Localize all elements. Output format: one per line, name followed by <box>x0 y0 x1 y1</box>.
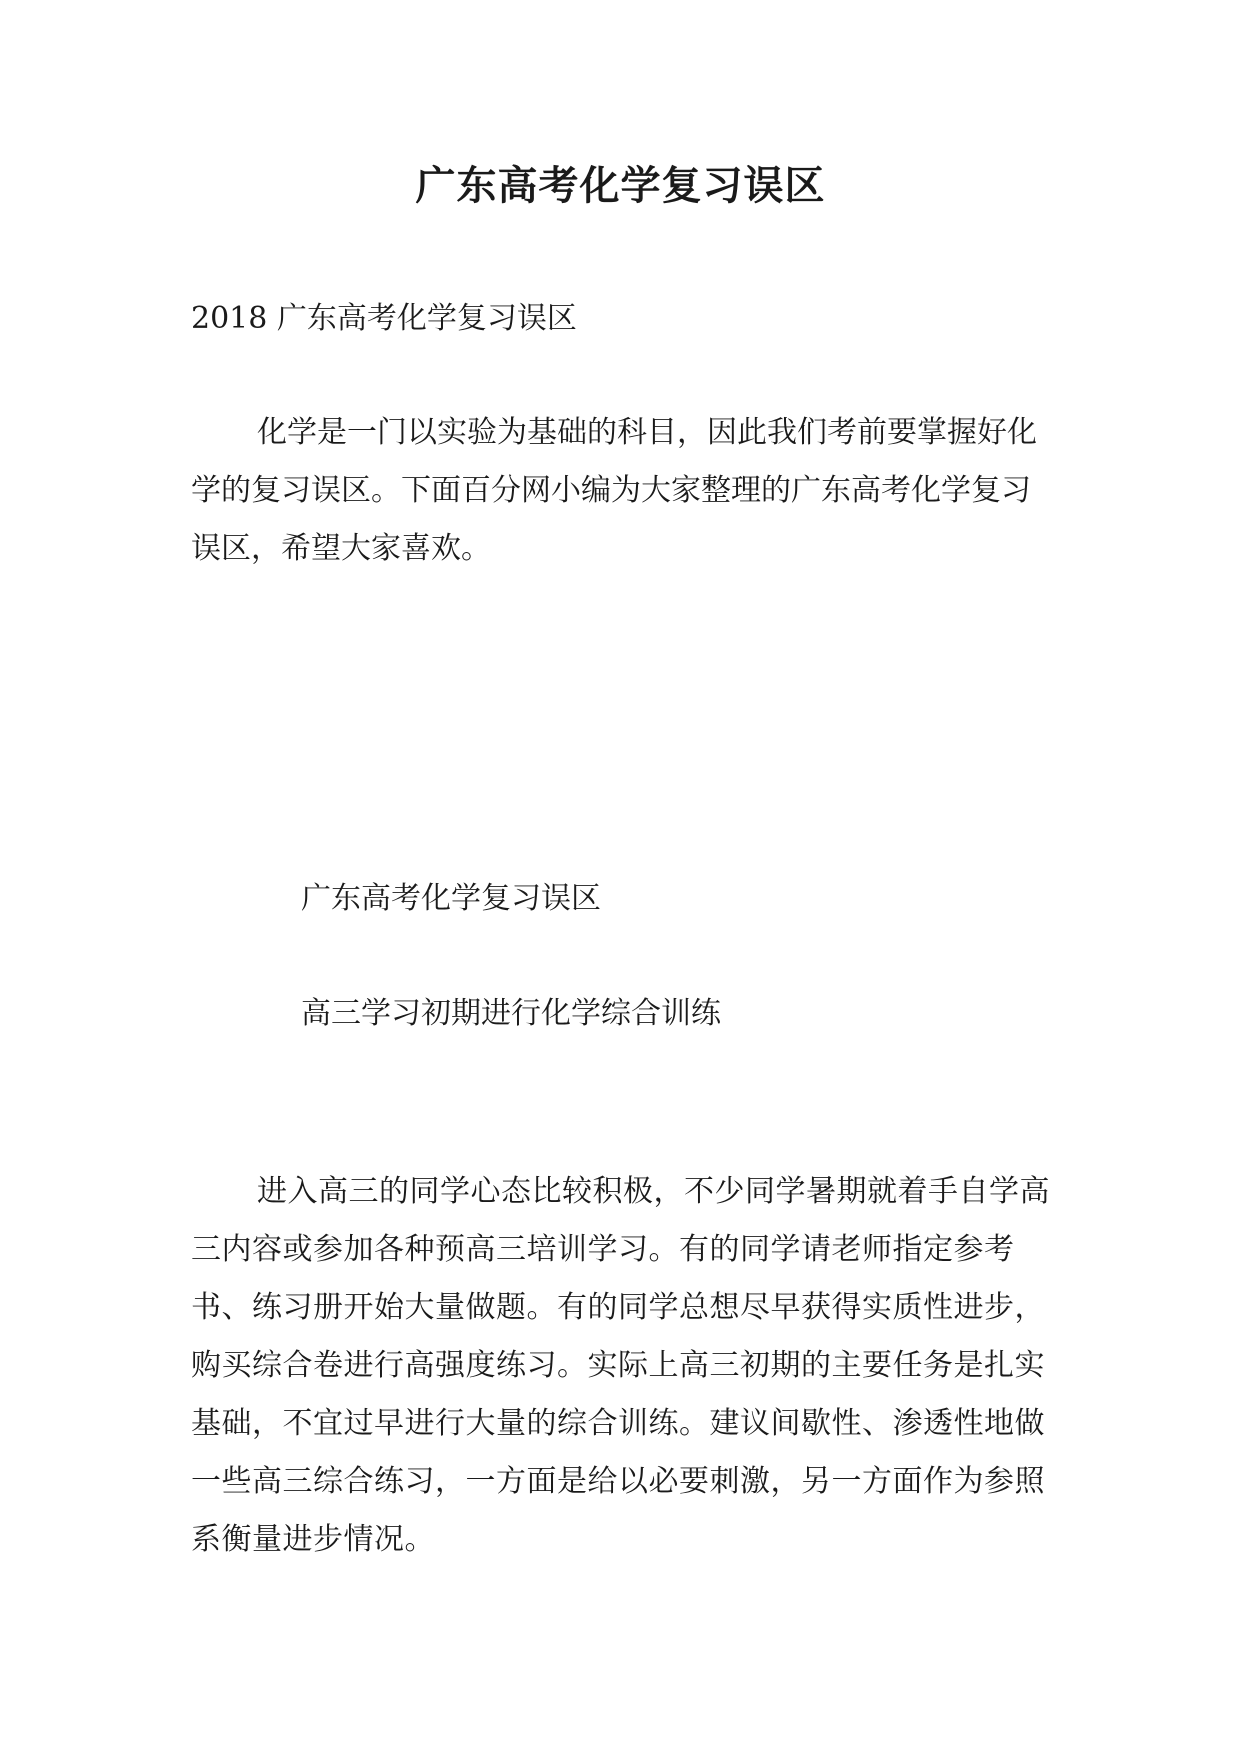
document-title: 广东高考化学复习误区 <box>415 163 826 209</box>
section-heading: 广东高考化学复习误区 <box>301 881 601 916</box>
body-paragraph: 进入高三的同学心态比较积极，不少同学暑期就着手自学高三内容或参加各种预高三培训学习。有的同学请老师指定参考书、练习册开始大量做题。有的同学总想尽早获得实质性进步，购买综合卷进行高强度练习。实际上高三初期的主要任务是扎实基础，不宜过早进行大量的综合训练。建议间歇性、渗透性地做一些高三综合练习，一方面是给以必要刺激，另一方面作为参照系衡量进步情况。 <box>191 1174 1050 1557</box>
subsection-heading: 高三学习初期进行化学综合训练 <box>301 996 721 1031</box>
intro-paragraph: 化学是一门以实验为基础的科目，因此我们考前要掌握好化学的复习误区。下面百分网小编为大家整理的广东高考化学复习误区，希望大家喜欢。 <box>191 415 1037 566</box>
document-subtitle: 2018 广东高考化学复习误区 <box>191 301 577 336</box>
